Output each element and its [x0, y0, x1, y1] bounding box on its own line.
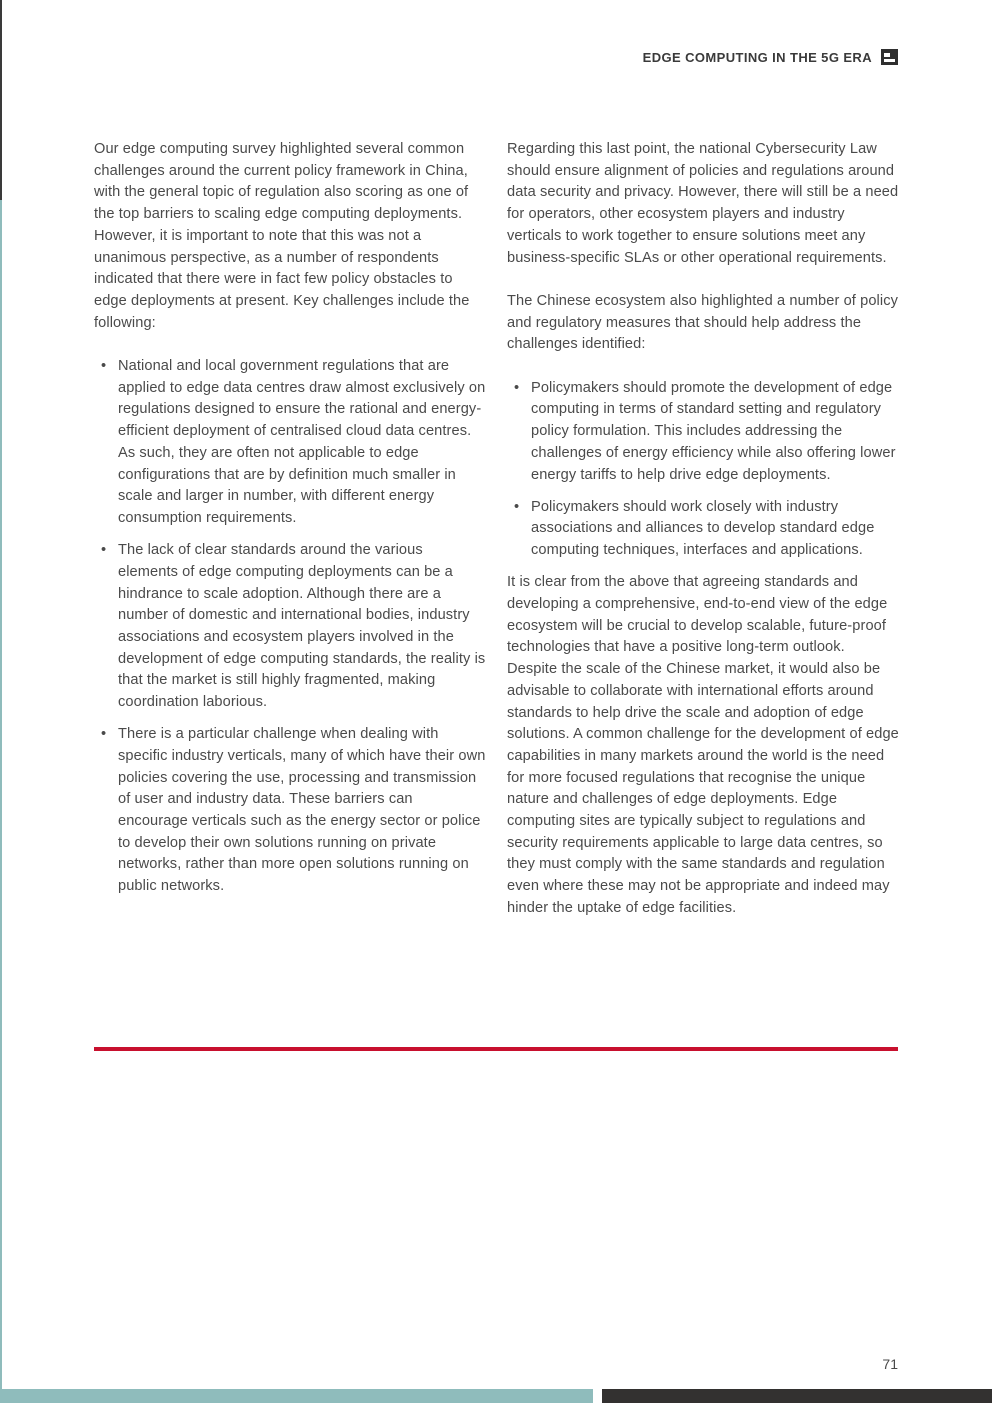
left-column: [94, 139, 486, 908]
left-intro-paragraph: Our edge computing survey highlighted several common challenges around the current policy framework in China, with the general topic of regulation also scoring as one of the top barriers to scaling edge computing deployments. However, it is important to note that this was not a unanimous perspective, as a number of respondents indicated that there were in fact few policy obstacles to edge deployments at present. Key challenges include the following:: [94, 141, 470, 331]
list-item: [94, 540, 486, 714]
list-item: [507, 497, 899, 562]
bullet-icon: •: [101, 726, 107, 743]
page-number: 71: [882, 1356, 898, 1372]
list-item-text: Policymakers should promote the development of edge computing in terms of standard setting and regulatory policy formulation. This includes addressing the challenges of energy efficiency while also offering lower energy tariffs to help drive edge deployments.: [531, 379, 896, 483]
running-header: [643, 49, 898, 65]
bullet-icon: •: [514, 498, 520, 515]
left-bullet-list: [94, 356, 486, 898]
list-item-text: There is a particular challenge when dealing with specific industry verticals, many of which have their own policies covering the use, processing and transmission of user and industry data. These barriers can encourage verticals such as the energy sector or police to develop their own solutions running on private networks, rather than more open solutions running on public networks.: [118, 726, 486, 895]
right-paragraph-3: It is clear from the above that agreeing standards and developing a comprehensive, end-to-end view of the edge ecosystem will be crucial to develop scalable, future-proof technologies that have a positive long-term outlook. Despite the scale of the Chinese market, it would also be advisable to collaborate with international efforts around standards to help drive the scale and adoption of edge solutions. A common challenge for the development of edge capabilities in many markets around the world is the need for more focused regulations that recognise the unique nature and challenges of edge deployments. Edge computing sites are typically subject to regulations and security requirements applicable to large data centres, so they must comply with the same standards and regulation even where these may not be appropriate and indeed may hinder the uptake of edge facilities.: [507, 574, 899, 916]
list-item-text: Policymakers should work closely with industry associations and alliances to develop standard edge computing techniques, interfaces and applications.: [531, 498, 875, 559]
list-item: [94, 724, 486, 898]
section-divider: [94, 1047, 898, 1051]
bullet-icon: •: [514, 379, 520, 396]
left-edge-border-dark: [0, 0, 2, 200]
right-column: [507, 139, 899, 941]
left-edge-border-teal: [0, 200, 2, 1400]
list-item-text: The lack of clear standards around the various elements of edge computing deployments can be a hindrance to scale adoption. Although there are a number of domestic and international bodies, industry associations and ecosystem players involved in the development of edge computing standards, the reality is that the market is still highly fragmented, making coordination laborious.: [118, 542, 486, 711]
gsma-logo-icon: [881, 49, 898, 65]
footer-bar-teal: [0, 1389, 593, 1403]
list-item-text: National and local government regulations that are applied to edge data centres draw almost exclusively on regulations designed to ensure the rational and energy-efficient deployment of centralised cloud data centres. As such, they are often not applicable to edge configurations that are by definition much smaller in scale and larger in number, with different energy consumption requirements.: [118, 358, 486, 526]
right-paragraph-1: Regarding this last point, the national Cybersecurity Law should ensure alignment of policies and regulations around data security and privacy. However, there will still be a need for operators, other ecosystem players and industry verticals to work together to ensure solutions meet any business-specific SLAs or other operational requirements.: [507, 141, 899, 266]
list-item: [507, 378, 899, 487]
list-item: [94, 356, 486, 530]
bullet-icon: •: [101, 542, 107, 559]
right-paragraph-2: The Chinese ecosystem also highlighted a number of policy and regulatory measures that should help address the challenges identified:: [507, 292, 899, 353]
bullet-icon: •: [101, 358, 107, 375]
footer-bar-dark: [602, 1389, 992, 1403]
header-title: EDGE COMPUTING IN THE 5G ERA: [642, 49, 872, 65]
right-bullet-list: [507, 378, 899, 562]
